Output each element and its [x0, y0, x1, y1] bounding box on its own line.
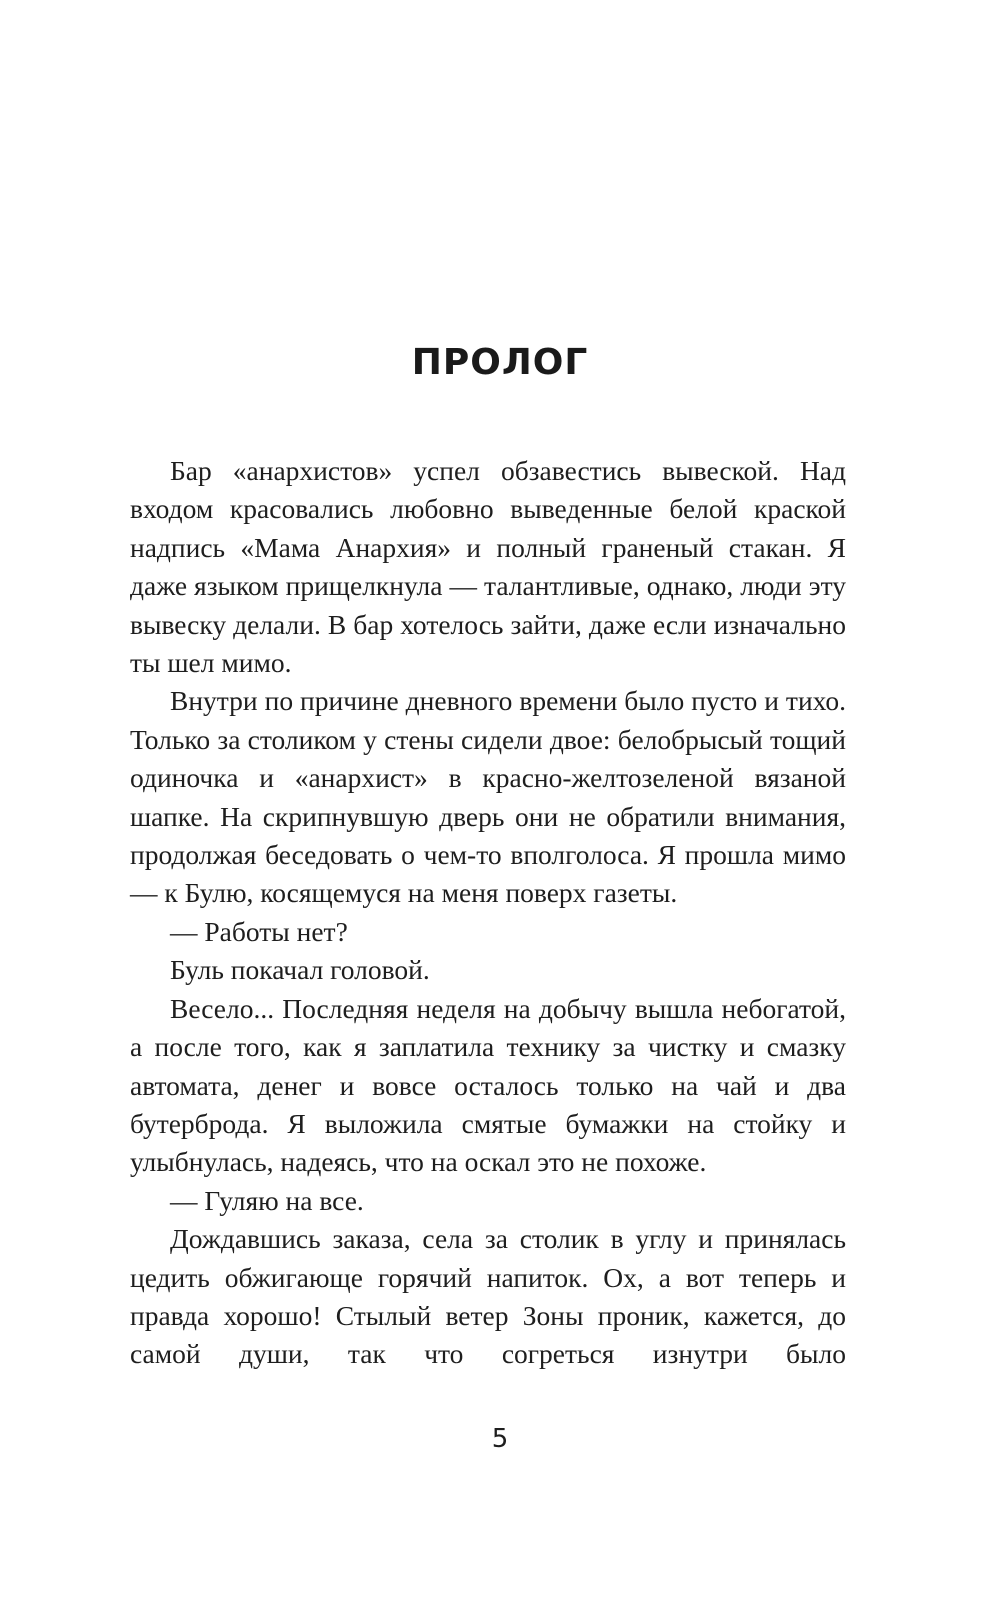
- paragraph: Бар «анархистов» успел обзавестись вывеской. Над входом красовались любовно выведенные белой краской надпись «Мама Анархия» и полный граненый стакан. Я даже языком прищелкнула — талантливые, однако, люди эту вывеску делали. В бар хотелось зайти, даже если изначально ты шел мимо.: [130, 455, 846, 679]
- paragraph: Буль покачал головой.: [170, 954, 430, 986]
- body-text: [130, 452, 846, 1374]
- paragraph: Весело... Последняя неделя на добычу вышла небогатой, а после того, как я заплатила технику за чистку и смазку автомата, денег и вовсе осталось только на чай и два бутерброда. Я выложила смятые бумажки на стойку и улыбнулась, надеясь, что на оскал это не похоже.: [130, 992, 846, 1178]
- dialogue-line: — Гуляю на все.: [170, 1184, 364, 1216]
- paragraph: Внутри по причине дневного времени было пусто и тихо. Только за столиком у стены сидели двое: белобрысый тощий одиночка и «анархист» в красно-желтозеленой вязаной шапке. На скрипнувшую дверь они не обратили внимания, продолжая беседовать о чем-то вполголоса. Я прошла мимо — к Булю, косящемуся на меня поверх газеты.: [130, 685, 846, 909]
- dialogue-line: — Работы нет?: [170, 915, 348, 947]
- paragraph: Дождавшись заказа, села за столик в углу и принялась цедить обжигающе горячий напиток. Ох, а вот теперь и правда хорошо! Стылый ветер Зоны проник, кажется, до самой души, так что согреться изнутри было: [130, 1223, 846, 1370]
- chapter-title: ПРОЛОГ: [411, 342, 589, 383]
- page-number: 5: [491, 1424, 509, 1454]
